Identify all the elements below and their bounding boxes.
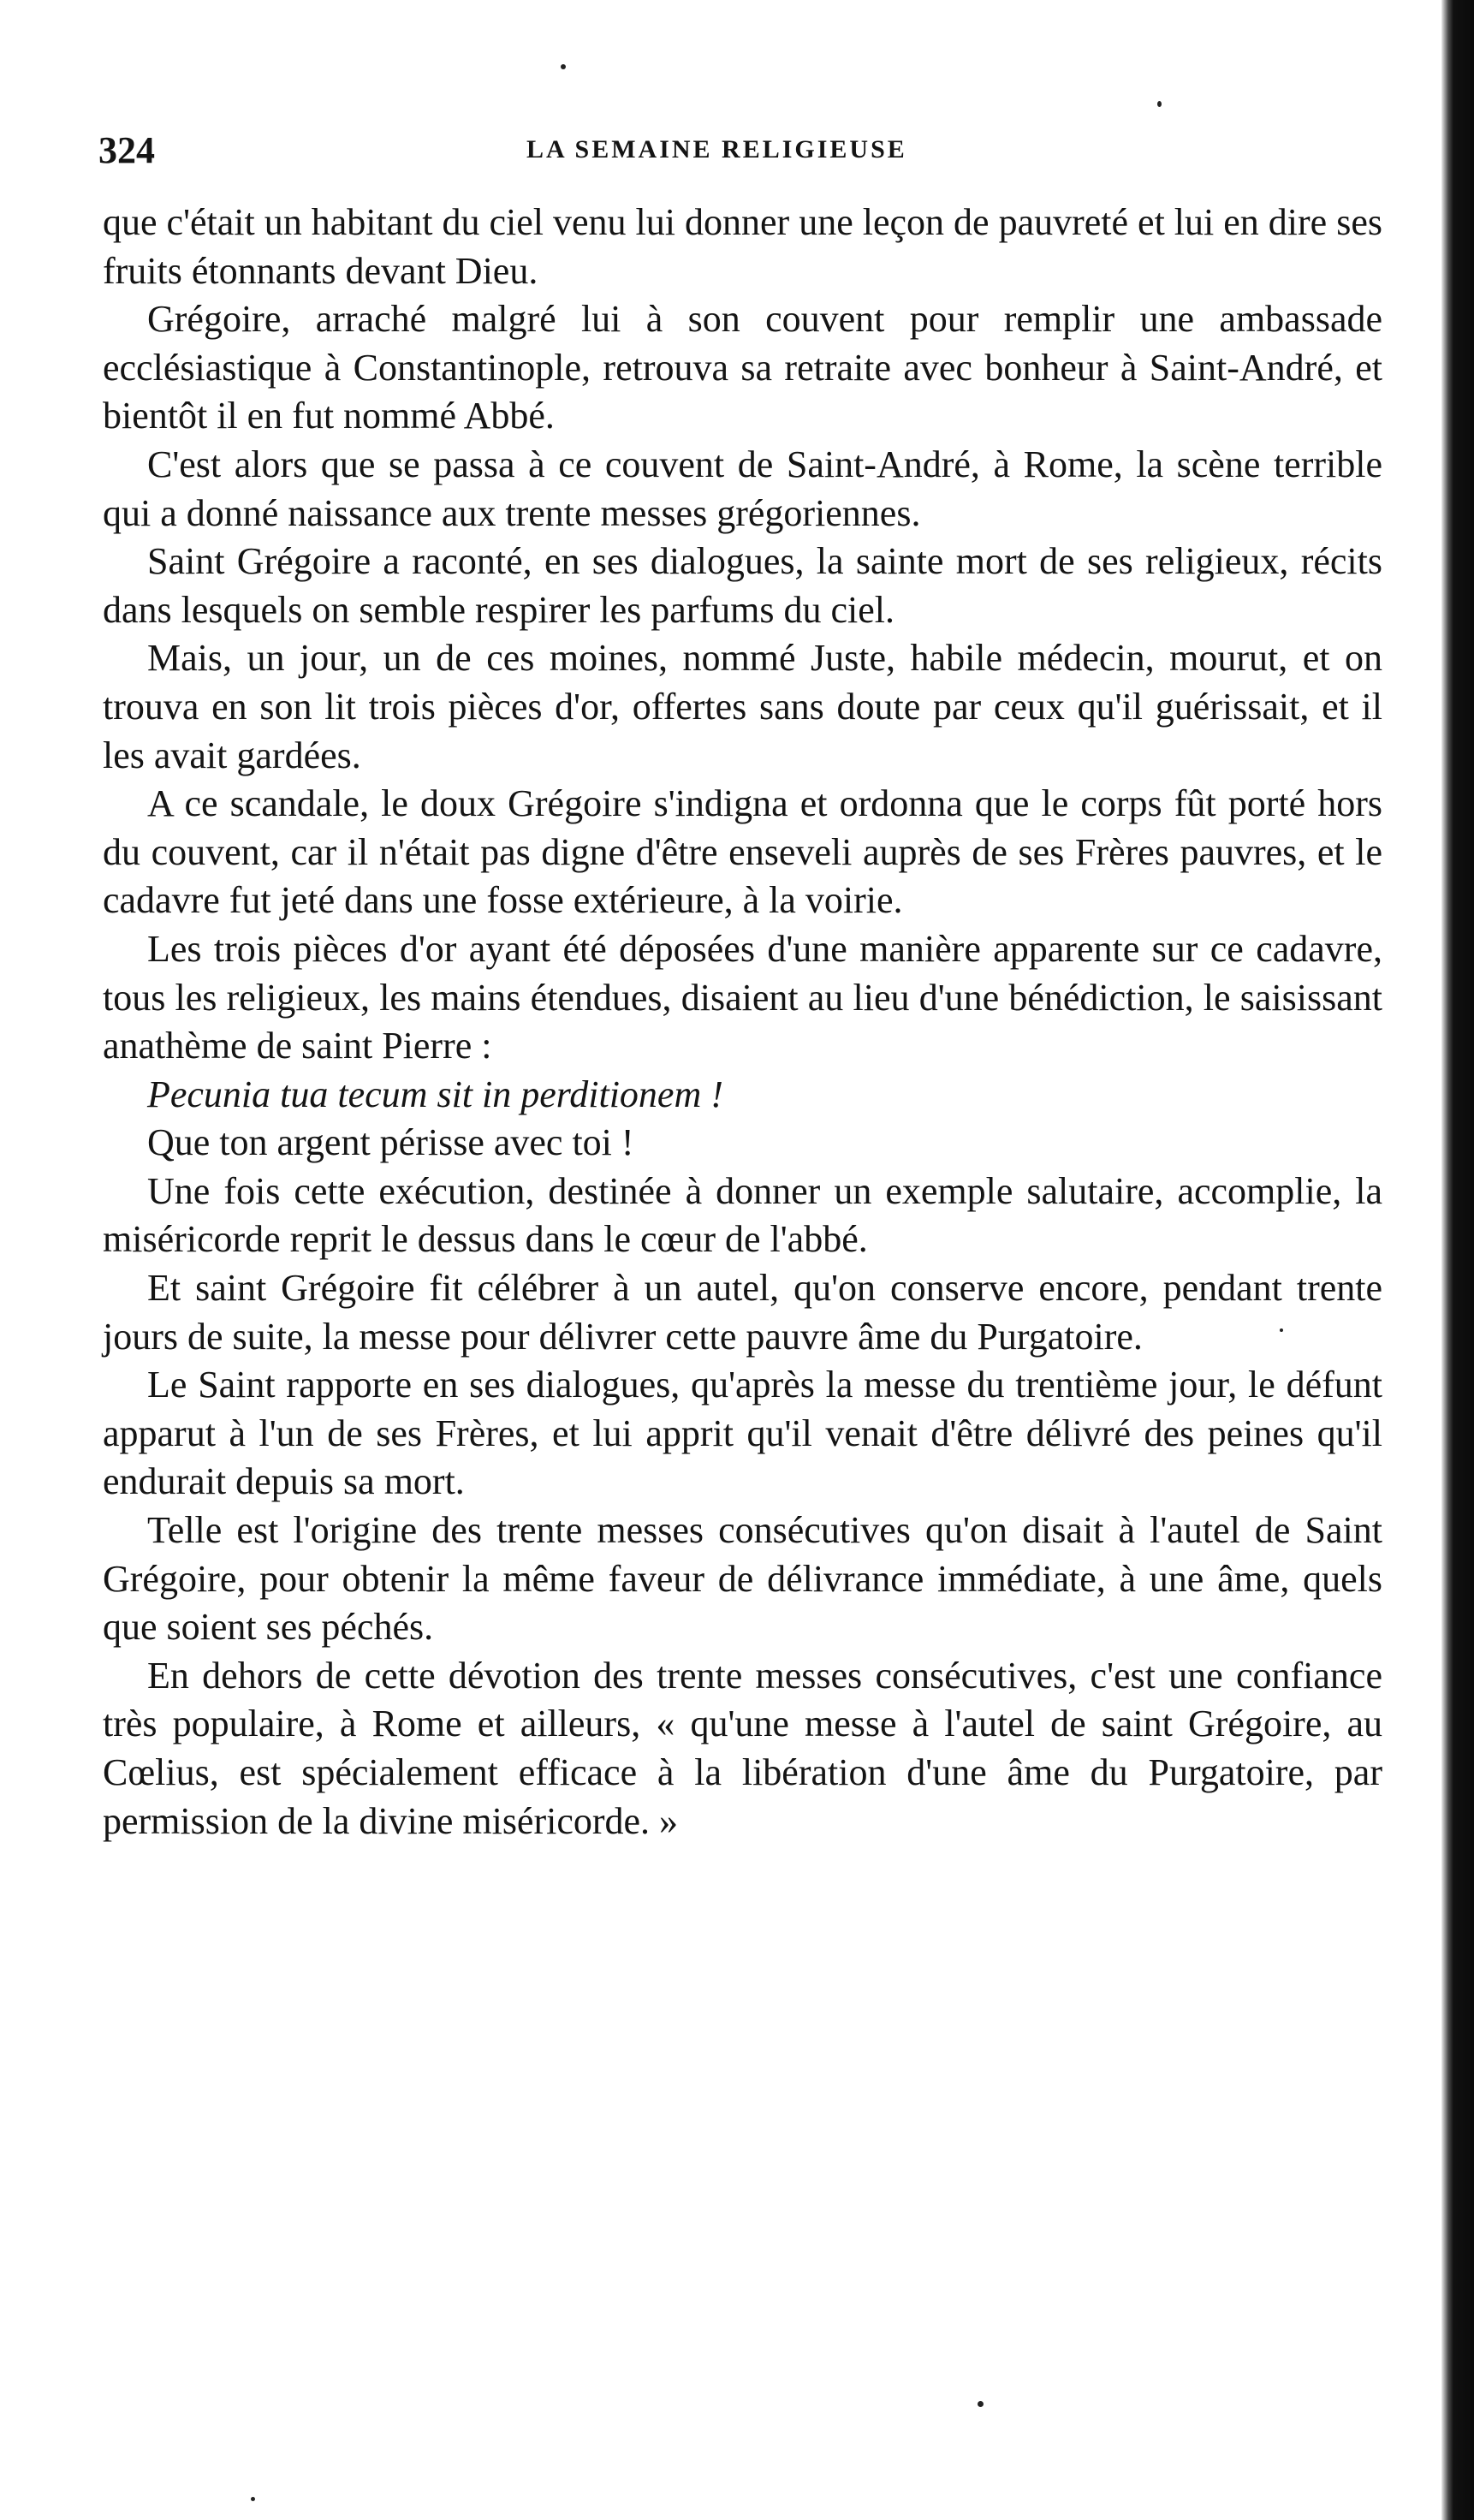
scan-edge-shadow bbox=[1441, 0, 1474, 2520]
scan-speck bbox=[1157, 101, 1162, 107]
scan-speck bbox=[978, 2401, 984, 2407]
paragraph: A ce scandale, le doux Grégoire s'indigna et ordonna que le corps fût porté hors du couvent, car il n'était pas digne d'être enseveli auprès de ses Frères pauvres, et le cadavre fut jeté dans une fosse extérieure, à la voirie. bbox=[103, 782, 1382, 922]
paragraph: Grégoire, arraché malgré lui à son couvent pour remplir une ambassade ecclésiastique à Constantinople, retrouva sa retraite avec bonheur à Saint-André, et bientôt il en fut nommé Abbé. bbox=[103, 298, 1382, 437]
page-header bbox=[98, 128, 1391, 180]
paragraph: Telle est l'origine des trente messes consécutives qu'on disait à l'autel de Saint Grégoire, pour obtenir la même faveur de délivrance immédiate, à une âme, quels que soient ses péchés. bbox=[103, 1509, 1382, 1649]
paragraph: Le Saint rapporte en ses dialogues, qu'après la messe du trentième jour, le défunt apparut à l'un de ses Frères, et lui apprit qu'il venait d'être délivré des peines qu'il endurait depuis sa mort. bbox=[103, 1364, 1382, 1503]
running-title: LA SEMAINE RELIGIEUSE bbox=[526, 135, 907, 163]
paragraph: que c'était un habitant du ciel venu lui donner une leçon de pauvreté et lui en dire ses fruits étonnants devant Dieu. bbox=[103, 201, 1382, 292]
scan-speck bbox=[251, 2497, 255, 2501]
paragraph: Saint Grégoire a raconté, en ses dialogues, la sainte mort de ses religieux, récits dans lesquels on semble respirer les parfums du ciel. bbox=[103, 540, 1382, 631]
page-number: 324 bbox=[98, 129, 155, 171]
scan-speck bbox=[561, 64, 566, 69]
paragraph: Mais, un jour, un de ces moines, nommé Juste, habile médecin, mourut, et on trouva en son lit trois pièces d'or, offertes sans doute par ceux qu'il guérissait, et il les avait gardées. bbox=[103, 637, 1382, 776]
paragraph: En dehors de cette dévotion des trente messes consécutives, c'est une confiance très populaire, à Rome et ailleurs, « qu'une messe à l'autel de saint Grégoire, au Cœlius, est spécialement efficace à la libération d'une âme du Purgatoire, par permission de la divine miséricorde. » bbox=[103, 1654, 1382, 1842]
body-text bbox=[103, 199, 1382, 1845]
paragraph: Une fois cette exécution, destinée à donner un exemple salutaire, accomplie, la miséricorde reprit le dessus dans le cœur de l'abbé. bbox=[103, 1169, 1382, 1261]
paragraph: Les trois pièces d'or ayant été déposées d'une manière apparente sur ce cadavre, tous les religieux, les mains étendues, disaient au lieu d'une bénédiction, le saisissant anathème de saint Pierre : bbox=[103, 927, 1382, 1067]
paragraph: C'est alors que se passa à ce couvent de Saint-André, à Rome, la scène terrible qui a donné naissance aux trente messes grégoriennes. bbox=[103, 443, 1382, 534]
paragraph: Et saint Grégoire fit célébrer à un autel, qu'on conserve encore, pendant trente jours de suite, la messe pour délivrer cette pauvre âme du Purgatoire. bbox=[103, 1267, 1382, 1358]
quote-translation: Que ton argent périsse avec toi ! bbox=[147, 1121, 634, 1164]
scan-speck bbox=[1280, 1328, 1283, 1332]
latin-quote: Pecunia tua tecum sit in perditionem ! bbox=[147, 1073, 723, 1115]
